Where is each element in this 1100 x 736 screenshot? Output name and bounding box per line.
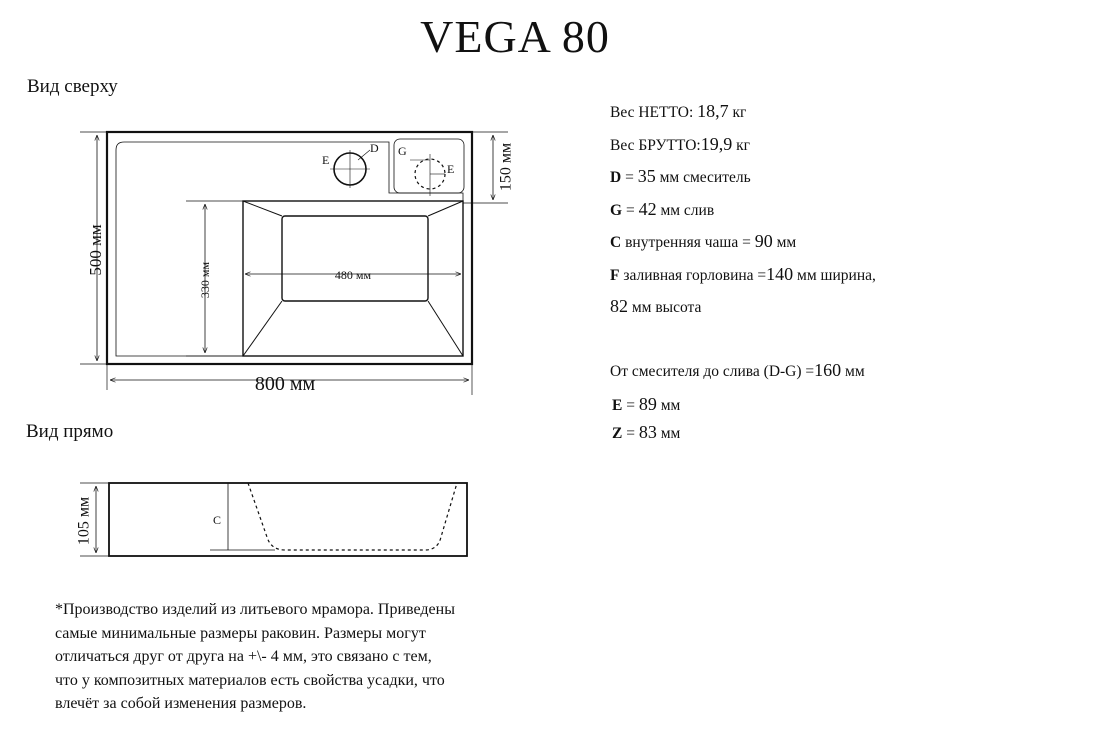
spec-g: G = 42 мм слив (610, 198, 715, 219)
front-outline (109, 483, 467, 556)
bowl-depth-label: 330 мм (197, 261, 212, 299)
bowl-profile (248, 483, 457, 550)
spec-f: F заливная горловина =140 мм ширина, (610, 263, 876, 284)
note-line: *Производство изделий из литьевого мрамора. Приведены (55, 601, 455, 618)
spec-d: D = 35 мм смеситель (610, 166, 751, 186)
drain-e-label: E (447, 162, 455, 176)
specifications (610, 96, 876, 447)
height-dimension-label: 105 мм (75, 496, 93, 546)
drain-g-label: G (398, 144, 407, 158)
top-view-labels (86, 141, 515, 395)
front-view (80, 483, 467, 556)
spec-c: C внутренняя чаша = 90 мм (610, 231, 797, 251)
sink-rim (116, 142, 463, 356)
faucet-offset-label: 150 мм (497, 142, 515, 192)
front-view-label: Вид прямо (26, 421, 114, 442)
page-title: VEGA 80 (420, 11, 610, 62)
faucet-e-label: E (322, 153, 330, 167)
width-dimension-label: 800 мм (254, 373, 316, 395)
spec-dg-distance: От смесителя до слива (D-G) =160 мм (610, 359, 865, 380)
top-view-label: Вид сверху (27, 76, 118, 97)
depth-dimension-label: 500 мм (85, 224, 105, 276)
note-line: самые минимальные размеры раковин. Размеры могут (55, 624, 426, 642)
note-line: отличаться друг от друга на +\- 4 мм, это связано с тем, (55, 648, 432, 665)
bowl-inner (282, 216, 428, 301)
spec-netto: Вес НЕТТО: 18,7 кг (610, 101, 747, 121)
note-line: влечёт за собой изменения размеров. (55, 695, 307, 712)
spec-e: E = 89 мм (612, 394, 681, 414)
production-note (55, 598, 555, 716)
spec-f-height: 82 мм высота (610, 296, 702, 316)
spec-z: Z = 83 мм (612, 422, 681, 442)
spec-brutto: Вес БРУТТО:19,9 кг (610, 133, 750, 154)
front-view-labels (76, 497, 221, 545)
bowl-c-label: C (213, 513, 222, 527)
note-line: что у композитных материалов есть свойства усадки, что (55, 671, 445, 689)
spec-spacer (610, 324, 876, 355)
bowl-width-label: 480 мм (334, 268, 372, 282)
faucet-d-label: D (370, 141, 379, 155)
top-view (80, 132, 508, 395)
